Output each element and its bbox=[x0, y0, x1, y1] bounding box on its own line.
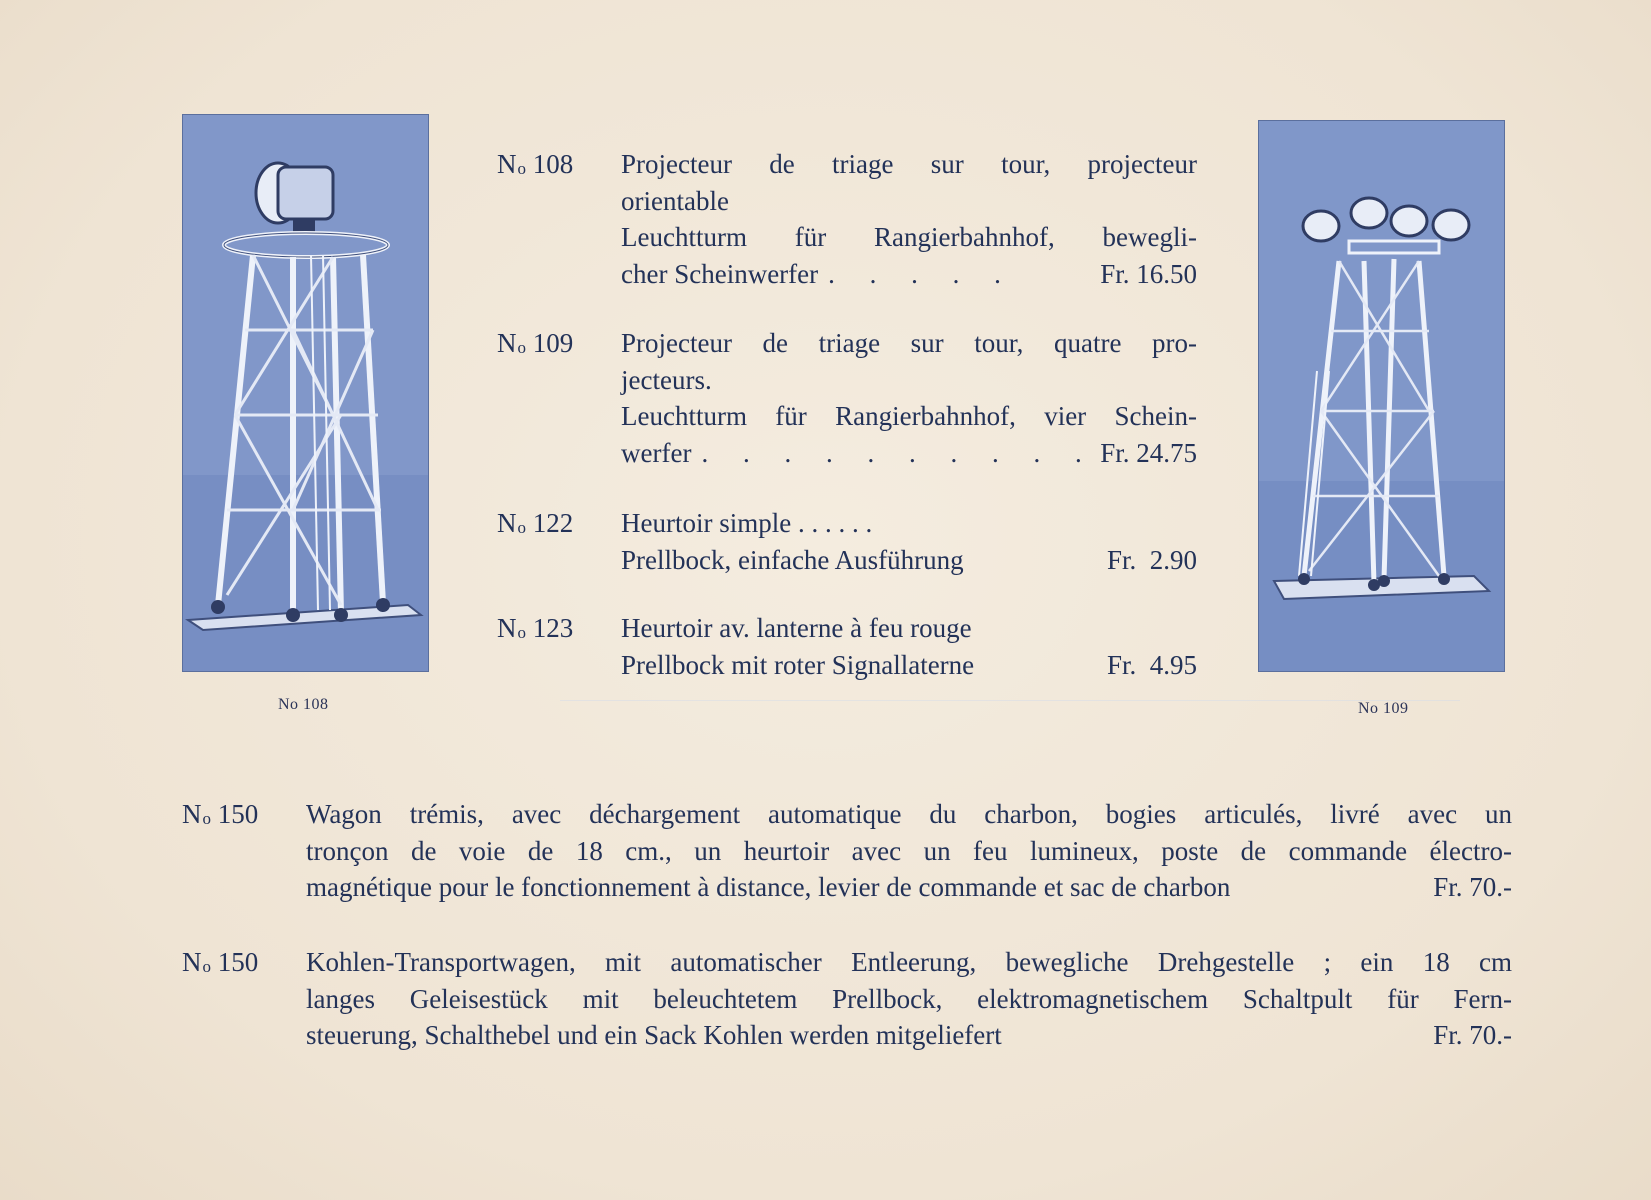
item-number: No 122 bbox=[497, 508, 574, 538]
description-line: tronçon de voie de 18 cm., un heurtoir avec un feu lumineux, poste de commande électro- bbox=[306, 835, 1512, 866]
description-line: Leuchtturm für Rangierbahnhof, vier Schein- bbox=[621, 401, 1197, 431]
price: Fr. 2.90 bbox=[1106, 544, 1197, 575]
price: Fr. 16.50 bbox=[1100, 258, 1197, 289]
item-description bbox=[621, 610, 1197, 683]
item-number: No 150 bbox=[182, 799, 259, 829]
description-line: Kohlen-Transportwagen, mit automatischer Entleerung, bewegliche Drehgestelle ; ein 18 cm bbox=[306, 947, 1512, 977]
description-line: Heurtoir simple . . . . . . bbox=[621, 508, 873, 538]
item-description bbox=[621, 325, 1197, 471]
item-description bbox=[621, 505, 1197, 578]
description-line: Projecteur de triage sur tour, quatre pro- bbox=[621, 328, 1197, 358]
description-line: Leuchtturm für Rangierbahnhof, bewegli- bbox=[621, 222, 1197, 252]
description-line: Projecteur de triage sur tour, projecteur bbox=[621, 149, 1197, 179]
leader-dots: . . . . . . . . . . bbox=[701, 437, 1096, 468]
price-line: Prellbock, einfache Ausführung Fr. 2.90 bbox=[621, 542, 1197, 579]
photo-floodlight-tower-108 bbox=[182, 114, 429, 672]
price-line: steuerung, Schalthebel und ein Sack Kohlen werden mitgeliefert Fr. 70.- bbox=[306, 1017, 1512, 1054]
price-line: magnétique pour le fonctionnement à distance, levier de commande et sac de charbon Fr. 70.- bbox=[306, 869, 1512, 906]
item-description bbox=[306, 796, 1512, 906]
photo-caption-108: No 108 bbox=[278, 696, 329, 713]
item-number: No 123 bbox=[497, 613, 574, 643]
price-line: cher Scheinwerfer . . . . . Fr. 16.50 bbox=[621, 256, 1197, 293]
price: Fr. 4.95 bbox=[1106, 649, 1197, 680]
price: Fr. 70.- bbox=[1433, 872, 1512, 902]
price-line: werfer . . . . . . . . . . Fr. 24.75 bbox=[621, 435, 1197, 472]
price: Fr. 70.- bbox=[1433, 1020, 1512, 1050]
item-number: No 109 bbox=[497, 328, 574, 358]
description-line: Heurtoir av. lanterne à feu rouge bbox=[621, 613, 972, 643]
item-description bbox=[621, 146, 1197, 292]
item-description bbox=[306, 944, 1512, 1054]
photo-caption-109: No 109 bbox=[1358, 700, 1409, 717]
leader-dots: . . . . . bbox=[828, 258, 1015, 289]
item-number: No 108 bbox=[497, 149, 574, 179]
description-line: jecteurs. bbox=[621, 364, 712, 395]
photo-floodlight-tower-109 bbox=[1258, 120, 1505, 672]
price-line: Prellbock mit roter Signallaterne Fr. 4.95 bbox=[621, 647, 1197, 684]
description-line: langes Geleisestück mit beleuchtetem Prellbock, elektromagnetischem Schaltpult für Fern- bbox=[306, 983, 1512, 1014]
item-number: No 150 bbox=[182, 947, 259, 977]
quad-floodlight-tower-illustration bbox=[1259, 121, 1504, 671]
price: Fr. 24.75 bbox=[1100, 437, 1197, 468]
floodlight-tower-illustration bbox=[183, 115, 428, 671]
description-line: Wagon trémis, avec déchargement automatique du charbon, bogies articulés, livré avec un bbox=[306, 799, 1512, 829]
description-line: orientable bbox=[621, 185, 729, 216]
